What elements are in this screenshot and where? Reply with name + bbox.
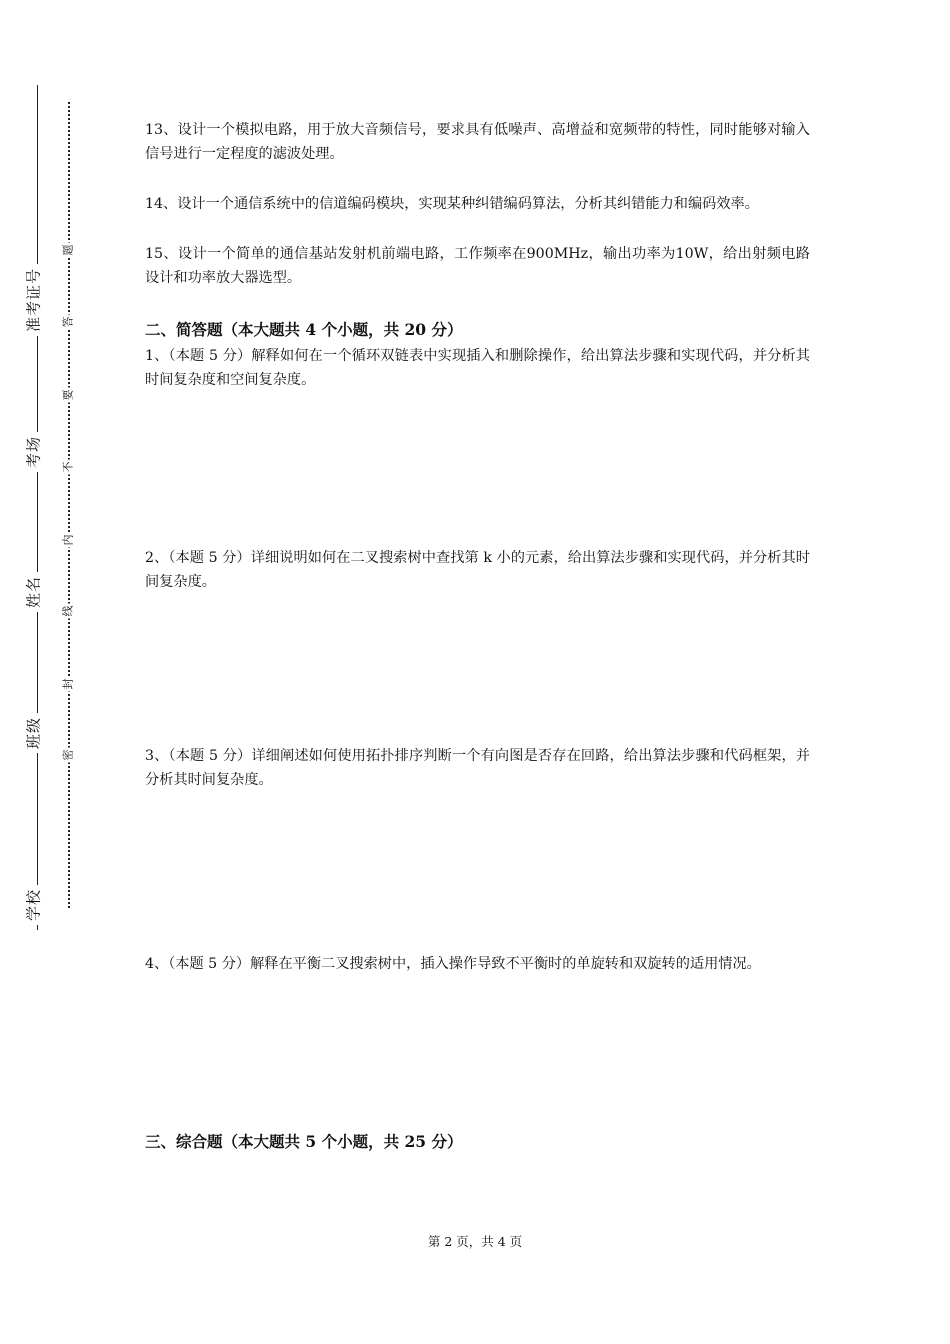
page-footer: 第 2 页，共 4 页 xyxy=(427,1234,523,1249)
short-question-3: 3、（本题 5 分）详细阐述如何使用拓扑排序判断一个有向图是否存在回路，给出算法步骤和代码框架，并分析其时间复杂度。 xyxy=(145,748,810,788)
answer-space xyxy=(145,792,810,952)
answer-space xyxy=(145,976,810,1130)
seal-char: 密 xyxy=(61,749,75,761)
field-exam-room: 考场 xyxy=(21,432,46,472)
seal-char: 不 xyxy=(61,461,75,473)
design-question-13: 13、设计一个模拟电路，用于放大音频信号，要求具有低噪声、高增益和宽频带的特性，同时能够对输入信号进行一定程度的滤波处理。 xyxy=(145,122,810,162)
field-school: 学校 xyxy=(21,885,46,925)
design-question-14: 14、设计一个通信系统中的信道编码模块，实现某种纠错编码算法，分析其纠错能力和编码效率。 xyxy=(145,196,759,212)
short-question-4: 4、（本题 5 分）解释在平衡二叉搜索树中，插入操作导致不平衡时的单旋转和双旋转的适用情况。 xyxy=(145,956,761,972)
seal-char: 封 xyxy=(61,678,75,690)
seal-char: 题 xyxy=(61,244,75,256)
field-exam-id: 准考证号 xyxy=(21,264,46,336)
answer-space xyxy=(145,392,810,546)
seal-char: 内 xyxy=(61,534,75,546)
seal-char: 答 xyxy=(61,316,75,328)
exam-content xyxy=(145,118,810,1156)
answer-space xyxy=(145,594,810,744)
short-question-2: 2、（本题 5 分）详细说明如何在二叉搜索树中查找第 k 小的元素，给出算法步骤和实现代码，并分析其时间复杂度。 xyxy=(145,550,810,590)
section-3-title: 三、综合题（本大题共 5 个小题，共 25 分） xyxy=(145,1132,463,1151)
section-2-title: 二、简答题（本大题共 4 个小题，共 20 分） xyxy=(145,320,463,339)
field-name: 姓名 xyxy=(21,572,46,612)
design-question-15: 15、设计一个简单的通信基站发射机前端电路，工作频率在900MHz，输出功率为10W，给出射频电路设计和功率放大器选型。 xyxy=(145,246,810,286)
short-question-1: 1、（本题 5 分）解释如何在一个循环双链表中实现插入和删除操作，给出算法步骤和实现代码，并分析其时间复杂度和空间复杂度。 xyxy=(145,348,810,388)
binding-margin xyxy=(0,0,100,1344)
seal-char: 要 xyxy=(61,389,75,401)
seal-dotted-line xyxy=(68,102,70,908)
field-class: 班级 xyxy=(21,713,46,753)
binding-solid-line xyxy=(37,85,38,930)
seal-char: 线 xyxy=(61,605,75,617)
